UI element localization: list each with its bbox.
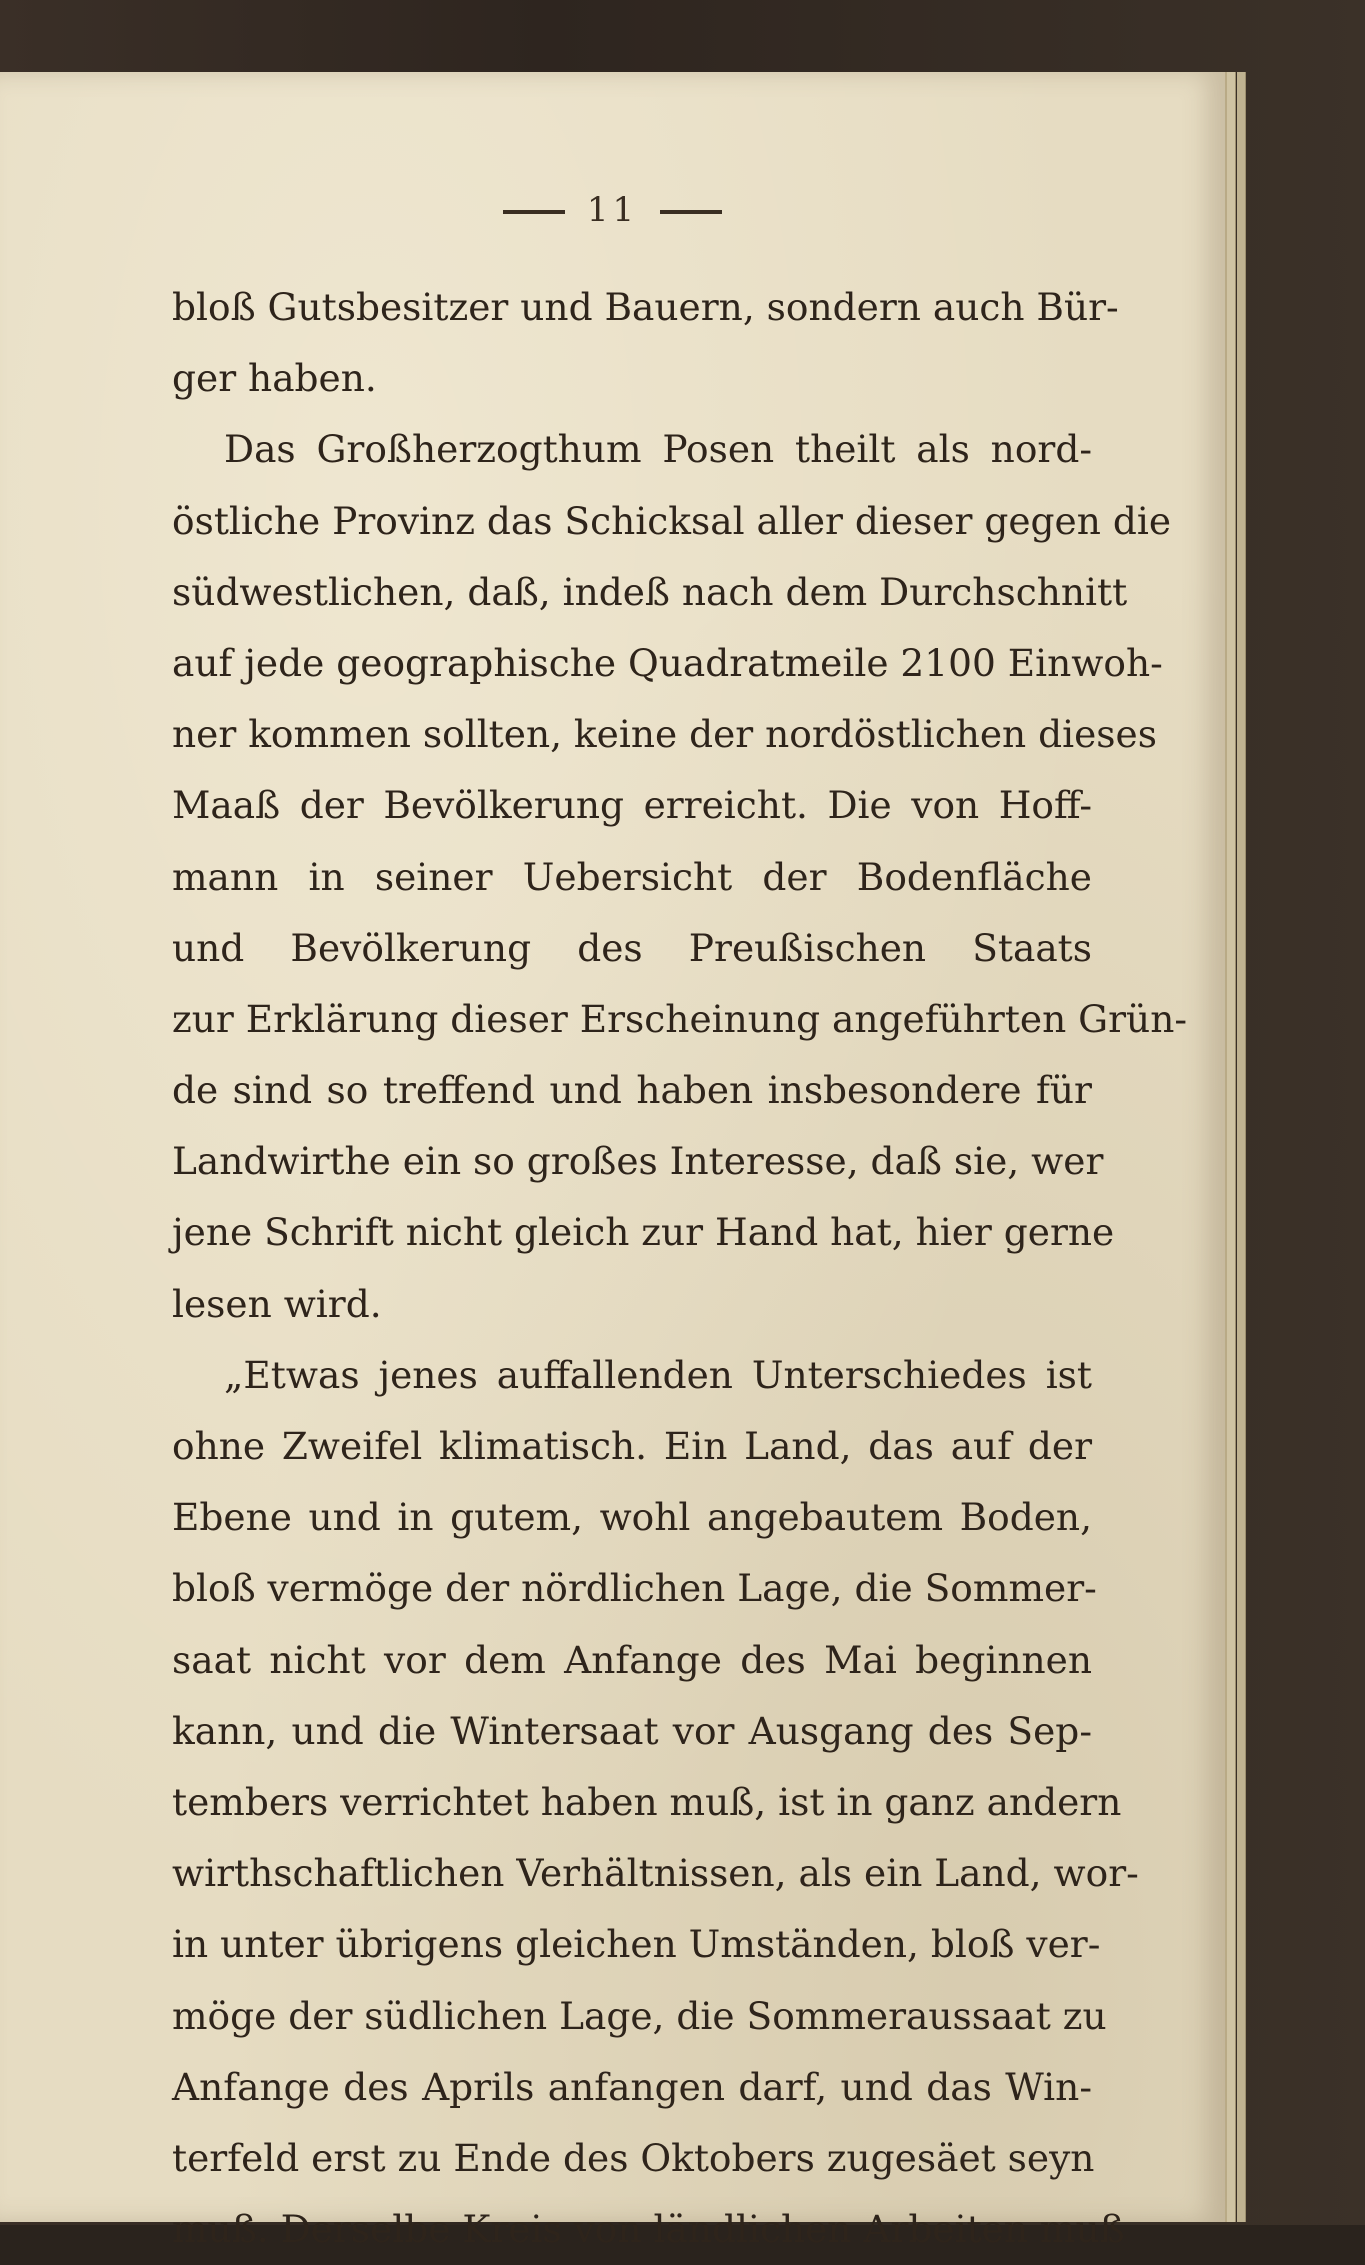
header-dash-left (503, 210, 565, 214)
text-line: auf jede geographische Quadratmeile 2100 Einwoh- (172, 640, 1163, 685)
header-dash-right (660, 210, 722, 214)
page-edges (1227, 72, 1236, 2222)
text-line: zur Erklärung dieser Erscheinung angeführten Grün- (172, 996, 1188, 1041)
text-line: kann, und die Wintersaat vor Ausgang des Sep- (172, 1708, 1092, 1753)
text-line: Ebene und in gutem, wohl angebautem Boden, (172, 1495, 1092, 1540)
text-line: Maaß der Bevölkerung erreicht. Die von Hoff- (172, 783, 1092, 828)
text-line: lesen wird. (172, 1281, 382, 1326)
page-number: 11 (586, 190, 639, 230)
text-line: südwestlichen, daß, indeß nach dem Durchschnitt (172, 569, 1128, 614)
text-line: in unter übrigens gleichen Umständen, bloß ver- (172, 1922, 1101, 1967)
text-line: de sind so treffend und haben insbesondere für (172, 1068, 1092, 1113)
text-line: muß. Derselbe Kreis von ländlichen Arbeiten muß (172, 2207, 1125, 2252)
page-edges-inner (1237, 72, 1246, 2222)
text-line: tembers verrichtet haben muß, ist in ganz andern (172, 1779, 1122, 1824)
text-line: terfeld erst zu Ende des Oktobers zugesäet seyn (172, 2135, 1095, 2180)
text-line: jene Schrift nicht gleich zur Hand hat, hier gerne (172, 1210, 1115, 1255)
page-header (0, 190, 1225, 230)
text-line: mann in seiner Uebersicht der Bodenfläche (172, 854, 1092, 899)
text-line: „Etwas jenes auffallenden Unterschiedes ist (224, 1352, 1092, 1397)
text-line: bloß Gutsbesitzer und Bauern, sondern auch Bür- (172, 285, 1119, 329)
text-line: und Bevölkerung des Preußischen Staats (172, 925, 1092, 970)
text-line: bloß vermöge der nördlichen Lage, die Sommer- (172, 1566, 1097, 1611)
body-text (172, 272, 1188, 2265)
text-line: ner kommen sollten, keine der nordöstlichen dieses (172, 712, 1157, 757)
text-line: Landwirthe ein so großes Interesse, daß sie, wer (172, 1139, 1104, 1184)
text-line: möge der südlichen Lage, die Sommeraussaat zu (172, 1993, 1107, 2038)
text-line: wirthschaftlichen Verhältnissen, als ein Land, wor- (172, 1851, 1139, 1896)
text-line: östliche Provinz das Schicksal aller dieser gegen die (172, 498, 1172, 543)
text-line: Das Großherzogthum Posen theilt als nord- (224, 427, 1092, 472)
text-line: ohne Zweifel klimatisch. Ein Land, das auf der (172, 1424, 1092, 1468)
text-line: saat nicht vor dem Anfange des Mai beginnen (172, 1637, 1092, 1682)
text-line: ger haben. (172, 356, 377, 401)
text-line: Anfange des Aprils anfangen darf, und das Win- (172, 2064, 1092, 2109)
